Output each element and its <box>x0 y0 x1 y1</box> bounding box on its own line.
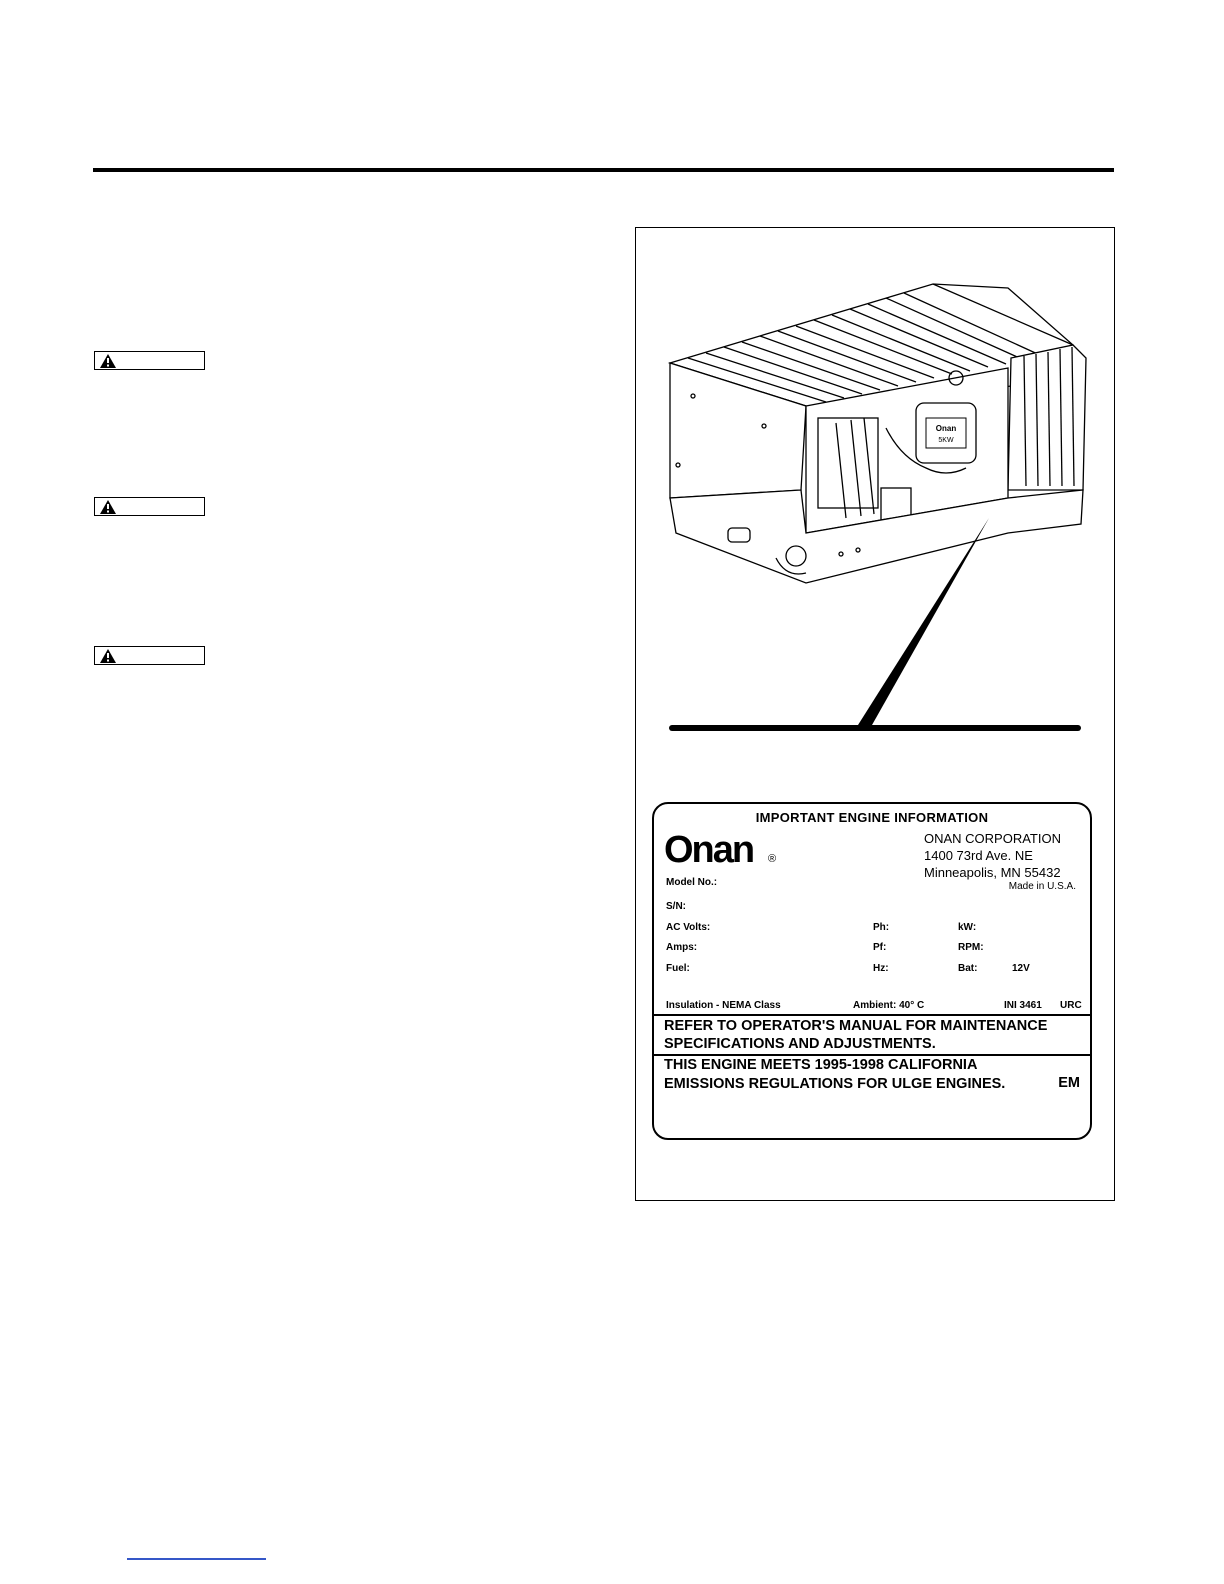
rpm-label: RPM: <box>958 942 984 953</box>
company-name: ONAN CORPORATION <box>924 831 1061 846</box>
label-divider-1 <box>654 1014 1090 1016</box>
warning-box-1 <box>94 351 205 370</box>
pointer-bar <box>669 725 1081 731</box>
label-title: IMPORTANT ENGINE INFORMATION <box>755 810 989 825</box>
badge-brand: Onan <box>935 424 957 433</box>
address-line2: Minneapolis, MN 55432 <box>924 865 1061 880</box>
header-rule <box>93 168 1114 172</box>
hz-label: Hz: <box>873 963 889 974</box>
warning-box-3 <box>94 646 205 665</box>
ac-volts-label: AC Volts: <box>666 922 711 933</box>
bat-label: Bat: <box>958 963 978 974</box>
emissions-notice-line2: EMISSIONS REGULATIONS FOR ULGE ENGINES. <box>664 1076 1006 1092</box>
warning-icon <box>100 354 116 368</box>
onan-logo <box>664 832 784 866</box>
address-line1: 1400 73rd Ave. NE <box>924 848 1033 863</box>
ph-label: Ph: <box>873 922 890 933</box>
em-mark: EM <box>1058 1075 1080 1091</box>
warning-icon <box>100 649 116 663</box>
amps-label: Amps: <box>666 942 698 953</box>
maintenance-notice-line1: REFER TO OPERATOR'S MANUAL FOR MAINTENANCE <box>664 1018 1048 1034</box>
footer-link-underline[interactable] <box>127 1558 266 1560</box>
insulation-label: Insulation - NEMA Class <box>666 1000 781 1011</box>
bat-value: 12V <box>1012 963 1030 974</box>
pf-label: Pf: <box>873 942 887 953</box>
generator-illustration <box>636 228 1114 748</box>
svg-text:®: ® <box>768 853 777 865</box>
ini-label: INI 3461 <box>1004 1000 1042 1011</box>
warning-box-2 <box>94 497 205 516</box>
ambient-label: Ambient: 40° C <box>853 1000 925 1011</box>
emissions-notice-line1: THIS ENGINE MEETS 1995-1998 CALIFORNIA <box>664 1057 978 1073</box>
generator-badge <box>926 418 966 448</box>
svg-text:Onan: Onan <box>664 832 754 866</box>
maintenance-notice-line2: SPECIFICATIONS AND ADJUSTMENTS. <box>664 1036 936 1052</box>
figure-frame <box>635 227 1115 1201</box>
urc-label: URC <box>1060 1000 1082 1011</box>
warning-icon <box>100 500 116 514</box>
model-no-label: Model No.: <box>666 877 718 888</box>
made-in: Made in U.S.A. <box>1008 881 1076 892</box>
engine-info-label <box>652 802 1092 1140</box>
kw-label: kW: <box>958 922 977 933</box>
fuel-label: Fuel: <box>666 963 690 974</box>
sn-label: S/N: <box>666 901 686 912</box>
badge-rating: 5KW <box>938 437 954 444</box>
